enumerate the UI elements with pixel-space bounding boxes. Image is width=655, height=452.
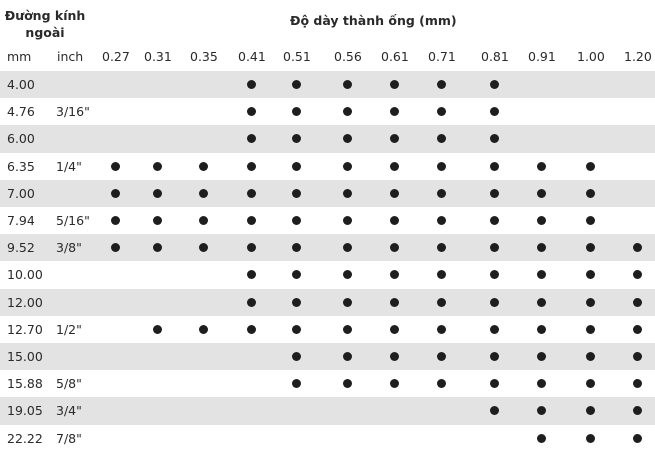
thickness-column-header: 1.00 [577, 49, 605, 64]
availability-dot [292, 379, 301, 388]
availability-dot [586, 434, 595, 443]
availability-dot [490, 243, 499, 252]
availability-dot [247, 270, 256, 279]
availability-dot [586, 270, 595, 279]
availability-dot [437, 80, 446, 89]
availability-dot [490, 80, 499, 89]
availability-dot [490, 325, 499, 334]
availability-dot [390, 352, 399, 361]
thickness-column-header: 1.20 [624, 49, 652, 64]
availability-dot [537, 379, 546, 388]
availability-dot [390, 298, 399, 307]
diameter-inch-cell: 3/4" [56, 403, 82, 419]
availability-dot [247, 298, 256, 307]
table-row [0, 370, 655, 397]
availability-dot [343, 270, 352, 279]
availability-dot [633, 325, 642, 334]
table-row [0, 207, 655, 234]
availability-dot [247, 216, 256, 225]
availability-dot [343, 243, 352, 252]
table-row [0, 289, 655, 316]
availability-dot [292, 107, 301, 116]
availability-dot [437, 243, 446, 252]
availability-dot [111, 243, 120, 252]
availability-dot [537, 189, 546, 198]
availability-dot [199, 162, 208, 171]
diameter-mm-cell: 4.00 [7, 77, 35, 92]
availability-dot [111, 162, 120, 171]
availability-dot [343, 298, 352, 307]
outer-diameter-header [3, 7, 87, 41]
availability-dot [537, 325, 546, 334]
availability-dot [633, 243, 642, 252]
diameter-mm-cell: 7.00 [7, 185, 35, 201]
table-row [0, 71, 655, 98]
availability-dot [343, 379, 352, 388]
availability-dot [490, 298, 499, 307]
availability-dot [633, 270, 642, 279]
availability-dot [343, 325, 352, 334]
table-row [0, 98, 655, 125]
availability-dot [537, 352, 546, 361]
availability-dot [633, 434, 642, 443]
availability-dot [153, 216, 162, 225]
thickness-column-header: 0.71 [428, 49, 456, 64]
availability-dot [490, 216, 499, 225]
availability-dot [490, 379, 499, 388]
availability-dot [537, 270, 546, 279]
availability-dot [390, 107, 399, 116]
availability-dot [586, 406, 595, 415]
table-row [0, 397, 655, 424]
availability-dot [437, 189, 446, 198]
mm-unit-label: mm [7, 49, 32, 64]
availability-dot [437, 379, 446, 388]
diameter-mm-cell: 7.94 [7, 213, 35, 228]
availability-dot [153, 189, 162, 198]
diameter-inch-cell: 3/16" [56, 104, 90, 120]
availability-dot [247, 243, 256, 252]
availability-dot [586, 243, 595, 252]
diameter-mm-cell: 12.70 [7, 321, 43, 337]
availability-dot [199, 216, 208, 225]
availability-dot [633, 406, 642, 415]
diameter-inch-cell: 5/8" [56, 376, 82, 392]
availability-dot [292, 270, 301, 279]
availability-dot [292, 80, 301, 89]
availability-dot [437, 298, 446, 307]
availability-dot [343, 134, 352, 143]
availability-dot [437, 134, 446, 143]
availability-dot [111, 189, 120, 198]
availability-dot [537, 216, 546, 225]
availability-dot [437, 107, 446, 116]
availability-dot [490, 406, 499, 415]
diameter-mm-cell: 15.00 [7, 349, 43, 364]
thickness-column-header: 0.35 [190, 49, 218, 64]
availability-dot [490, 134, 499, 143]
table-row [0, 153, 655, 180]
availability-dot [586, 189, 595, 198]
availability-dot [390, 270, 399, 279]
availability-dot [292, 216, 301, 225]
availability-dot [343, 216, 352, 225]
availability-dot [292, 325, 301, 334]
diameter-mm-cell: 12.00 [7, 294, 43, 310]
availability-dot [111, 216, 120, 225]
availability-dot [153, 325, 162, 334]
table-row [0, 234, 655, 261]
diameter-mm-cell: 6.00 [7, 131, 35, 147]
availability-dot [490, 162, 499, 171]
thickness-column-header: 0.61 [381, 49, 409, 64]
diameter-inch-cell: 5/16" [56, 213, 90, 228]
availability-dot [537, 434, 546, 443]
availability-dot [247, 162, 256, 171]
availability-dot [343, 162, 352, 171]
availability-dot [437, 162, 446, 171]
availability-dot [633, 379, 642, 388]
thickness-column-header: 0.41 [238, 49, 266, 64]
table-row [0, 261, 655, 288]
availability-dot [537, 162, 546, 171]
availability-dot [537, 243, 546, 252]
diameter-inch-cell: 1/4" [56, 158, 82, 174]
availability-dot [199, 325, 208, 334]
diameter-mm-cell: 10.00 [7, 267, 43, 283]
availability-dot [633, 298, 642, 307]
availability-dot [343, 189, 352, 198]
availability-dot [437, 352, 446, 361]
availability-dot [586, 298, 595, 307]
diameter-mm-cell: 6.35 [7, 158, 35, 174]
availability-dot [586, 325, 595, 334]
availability-dot [247, 80, 256, 89]
availability-dot [390, 134, 399, 143]
diameter-mm-cell: 15.88 [7, 376, 43, 392]
diameter-mm-cell: 22.22 [7, 430, 43, 446]
availability-dot [633, 352, 642, 361]
availability-dot [247, 107, 256, 116]
diameter-inch-cell: 3/8" [56, 240, 82, 256]
thickness-column-header: 0.56 [334, 49, 362, 64]
outer-diameter-header-line1: Đường kính [4, 8, 86, 23]
thickness-column-header: 0.51 [283, 49, 311, 64]
availability-dot [586, 379, 595, 388]
availability-dot [537, 406, 546, 415]
availability-dot [390, 379, 399, 388]
availability-dot [437, 270, 446, 279]
table-row [0, 316, 655, 343]
availability-dot [343, 352, 352, 361]
availability-dot [490, 189, 499, 198]
availability-dot [390, 243, 399, 252]
diameter-inch-cell: 7/8" [56, 430, 82, 446]
availability-dot [490, 107, 499, 116]
availability-dot [490, 270, 499, 279]
availability-dot [292, 189, 301, 198]
availability-dot [247, 189, 256, 198]
availability-dot [390, 325, 399, 334]
thickness-column-header: 0.91 [528, 49, 556, 64]
availability-dot [537, 298, 546, 307]
availability-dot [390, 189, 399, 198]
availability-dot [247, 325, 256, 334]
availability-dot [153, 243, 162, 252]
availability-dot [292, 243, 301, 252]
availability-dot [390, 162, 399, 171]
availability-dot [490, 352, 499, 361]
availability-dot [292, 352, 301, 361]
availability-dot [437, 216, 446, 225]
diameter-mm-cell: 19.05 [7, 403, 43, 419]
diameter-mm-cell: 9.52 [7, 240, 35, 256]
diameter-inch-cell: 1/2" [56, 321, 82, 337]
availability-dot [586, 162, 595, 171]
availability-dot [292, 162, 301, 171]
outer-diameter-header-line2: ngoài [25, 25, 65, 40]
availability-dot [292, 298, 301, 307]
availability-dot [247, 134, 256, 143]
diameter-mm-cell: 4.76 [7, 104, 35, 120]
availability-dot [343, 107, 352, 116]
availability-dot [586, 352, 595, 361]
availability-dot [153, 162, 162, 171]
units-header-row [0, 44, 655, 70]
availability-dot [199, 243, 208, 252]
thickness-column-header: 0.81 [481, 49, 509, 64]
table-row [0, 125, 655, 152]
availability-dot [343, 80, 352, 89]
thickness-column-header: 0.27 [102, 49, 130, 64]
availability-dot [292, 134, 301, 143]
thickness-column-header: 0.31 [144, 49, 172, 64]
availability-dot [199, 189, 208, 198]
table-row [0, 180, 655, 207]
wall-thickness-header: Độ dày thành ống (mm) [290, 13, 457, 28]
availability-dot [586, 216, 595, 225]
availability-dot [437, 325, 446, 334]
availability-dot [390, 80, 399, 89]
availability-dot [390, 216, 399, 225]
inch-unit-label: inch [57, 49, 84, 64]
table-row [0, 343, 655, 370]
